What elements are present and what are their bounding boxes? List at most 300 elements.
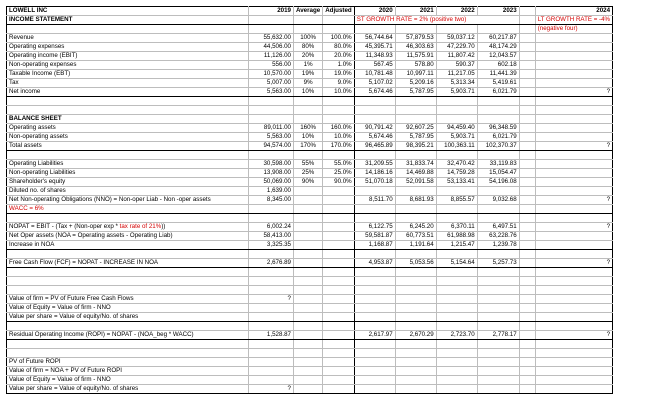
cell-spacer[interactable] [519, 79, 535, 88]
cell-v2019[interactable] [249, 304, 294, 313]
empty-cell[interactable] [7, 322, 249, 331]
lt-growth-rate[interactable]: LT GROWTH RATE = -4% [535, 16, 612, 25]
cell-adj[interactable]: 9.0% [323, 79, 354, 88]
row-label[interactable]: Non-operating expenses [7, 61, 249, 70]
balance-title[interactable]: BALANCE SHEET [7, 115, 249, 124]
empty-cell[interactable] [323, 115, 354, 124]
cell-avg[interactable]: 10% [294, 133, 323, 142]
cell-adj[interactable]: 170.0% [323, 142, 354, 151]
cell-v2022[interactable]: 14,759.28 [436, 169, 477, 178]
row-label[interactable]: Taxable Income (EBT) [7, 70, 249, 79]
row-label[interactable]: Value per share = Value of equity/No. of shares [7, 313, 249, 322]
cell-v2024[interactable] [535, 187, 612, 196]
cell-v2024[interactable]: ? [535, 196, 612, 205]
cell-v2024[interactable] [535, 34, 612, 43]
cell-spacer[interactable] [519, 367, 535, 376]
row-label[interactable]: Non-operating assets [7, 133, 249, 142]
empty-cell[interactable] [535, 106, 612, 115]
cell-v2021[interactable]: 578.80 [395, 61, 436, 70]
cell-v2019[interactable]: 50,069.00 [249, 178, 294, 187]
cell-v2021[interactable] [395, 304, 436, 313]
cell-adj[interactable] [323, 241, 354, 250]
empty-cell[interactable] [294, 268, 323, 277]
cell-v2020[interactable]: 14,186.16 [354, 169, 395, 178]
cell-spacer[interactable] [519, 313, 535, 322]
empty-cell[interactable] [323, 340, 354, 349]
empty-cell[interactable] [436, 286, 477, 295]
cell-v2023[interactable] [477, 187, 519, 196]
empty-cell[interactable] [354, 106, 395, 115]
cell-avg[interactable] [294, 259, 323, 268]
empty-cell[interactable] [323, 322, 354, 331]
cell-avg[interactable]: 160% [294, 124, 323, 133]
cell-v2023[interactable]: 60,217.87 [477, 34, 519, 43]
cell-v2021[interactable]: 98,395.21 [395, 142, 436, 151]
row-label[interactable]: Operating income (EBIT) [7, 52, 249, 61]
cell-adj[interactable] [323, 304, 354, 313]
nopat-label[interactable] [7, 223, 249, 232]
cell-v2021[interactable]: 57,879.53 [395, 34, 436, 43]
cell-v2022[interactable]: 2,723.70 [436, 331, 477, 340]
cell-v2020[interactable]: 5,674.46 [354, 88, 395, 97]
cell-avg[interactable] [294, 232, 323, 241]
empty-cell[interactable] [323, 25, 354, 34]
cell-v2023[interactable]: 5,419.61 [477, 79, 519, 88]
cell-avg[interactable]: 1% [294, 61, 323, 70]
empty-cell[interactable] [354, 277, 395, 286]
cell-v2019[interactable]: 5,563.00 [249, 88, 294, 97]
cell-v2019[interactable]: 5,007.00 [249, 79, 294, 88]
cell-v2021[interactable]: 14,469.88 [395, 169, 436, 178]
cell-adj[interactable] [323, 358, 354, 367]
cell-v2020[interactable]: 90,791.42 [354, 124, 395, 133]
cell-adj[interactable] [323, 367, 354, 376]
cell-v2021[interactable]: 60,773.51 [395, 232, 436, 241]
row-label[interactable]: Value of Equity = Value of firm - NNO [7, 376, 249, 385]
cell-v2019[interactable]: 8,345.00 [249, 196, 294, 205]
cell-v2022[interactable] [436, 187, 477, 196]
row-label[interactable]: Value of Equity = Value of firm - NNO [7, 304, 249, 313]
cell-v2022[interactable]: 100,363.11 [436, 142, 477, 151]
empty-cell[interactable] [294, 205, 323, 214]
empty-cell[interactable] [477, 97, 519, 106]
empty-cell[interactable] [395, 205, 436, 214]
empty-cell[interactable] [519, 205, 535, 214]
cell-avg[interactable] [294, 187, 323, 196]
empty-cell[interactable] [477, 115, 519, 124]
empty-cell[interactable] [294, 214, 323, 223]
row-label[interactable]: Operating Liabilities [7, 160, 249, 169]
statement-title[interactable]: INCOME STATEMENT [7, 16, 249, 25]
cell-v2020[interactable] [354, 367, 395, 376]
cell-v2024[interactable] [535, 70, 612, 79]
empty-cell[interactable] [249, 322, 294, 331]
empty-cell[interactable] [436, 214, 477, 223]
row-label[interactable]: Net Non-operating Obligations (NNO) = Non-oper Liab - Non -oper assets [7, 196, 249, 205]
cell-v2019[interactable]: ? [249, 295, 294, 304]
empty-cell[interactable] [436, 277, 477, 286]
empty-cell[interactable] [249, 250, 294, 259]
cell-v2024[interactable] [535, 133, 612, 142]
empty-cell[interactable] [519, 286, 535, 295]
cell-avg[interactable] [294, 295, 323, 304]
cell-v2022[interactable]: 5,903.71 [436, 133, 477, 142]
empty-cell[interactable] [323, 151, 354, 160]
empty-cell[interactable] [436, 205, 477, 214]
cell-v2023[interactable] [477, 376, 519, 385]
cell-v2024[interactable]: ? [535, 259, 612, 268]
cell-v2020[interactable]: 8,511.70 [354, 196, 395, 205]
cell-v2024[interactable] [535, 295, 612, 304]
cell-v2019[interactable]: 1,528.87 [249, 331, 294, 340]
row-label[interactable]: Residual Operating Income (ROPI) = NOPAT - (NOA_beg * WACC) [7, 331, 249, 340]
cell-v2023[interactable]: 11,441.39 [477, 70, 519, 79]
empty-cell[interactable] [436, 151, 477, 160]
cell-v2020[interactable]: 567.45 [354, 61, 395, 70]
cell-v2022[interactable]: 59,037.12 [436, 34, 477, 43]
cell-v2021[interactable]: 5,787.95 [395, 133, 436, 142]
empty-cell[interactable] [249, 205, 294, 214]
cell-adj[interactable] [323, 376, 354, 385]
col-2019[interactable]: 2019 [249, 7, 294, 16]
empty-cell[interactable] [477, 106, 519, 115]
cell-v2020[interactable] [354, 304, 395, 313]
cell-adj[interactable]: 10.0% [323, 133, 354, 142]
cell-v2022[interactable] [436, 304, 477, 313]
lt-growth-note[interactable]: (negative four) [535, 25, 612, 34]
cell-spacer[interactable] [519, 178, 535, 187]
cell-v2022[interactable]: 11,217.05 [436, 70, 477, 79]
cell-adj[interactable] [323, 196, 354, 205]
cell-avg[interactable] [294, 385, 323, 394]
cell-v2022[interactable] [436, 295, 477, 304]
cell-v2023[interactable]: 33,119.83 [477, 160, 519, 169]
cell-v2020[interactable]: 31,209.55 [354, 160, 395, 169]
empty-cell[interactable] [249, 151, 294, 160]
col-2024[interactable]: 2024 [535, 7, 612, 16]
empty-cell[interactable] [436, 97, 477, 106]
cell-v2021[interactable]: 92,607.25 [395, 124, 436, 133]
cell-spacer[interactable] [519, 16, 535, 25]
cell-spacer[interactable] [519, 70, 535, 79]
cell-v2019[interactable]: 2,676.89 [249, 259, 294, 268]
empty-cell[interactable] [395, 214, 436, 223]
cell-spacer[interactable] [519, 88, 535, 97]
cell-v2020[interactable]: 4,953.87 [354, 259, 395, 268]
cell-v2023[interactable]: 9,032.68 [477, 196, 519, 205]
cell-adj[interactable]: 100.0% [323, 34, 354, 43]
empty-cell[interactable] [436, 106, 477, 115]
cell-spacer[interactable] [519, 232, 535, 241]
empty-cell[interactable] [477, 340, 519, 349]
empty-cell[interactable] [354, 214, 395, 223]
cell-v2019[interactable]: 5,563.00 [249, 133, 294, 142]
cell-v2019[interactable]: 58,413.00 [249, 232, 294, 241]
row-label[interactable]: Net income [7, 88, 249, 97]
cell-avg[interactable]: 20% [294, 52, 323, 61]
cell-adj[interactable]: 55.0% [323, 160, 354, 169]
empty-cell[interactable] [249, 268, 294, 277]
cell-v2024[interactable]: ? [535, 331, 612, 340]
cell-v2019[interactable]: 44,506.00 [249, 43, 294, 52]
cell-v2024[interactable] [535, 376, 612, 385]
cell-v2021[interactable]: 46,303.63 [395, 43, 436, 52]
cell-v2020[interactable] [354, 187, 395, 196]
empty-cell[interactable] [294, 286, 323, 295]
empty-cell[interactable] [535, 286, 612, 295]
cell-avg[interactable]: 25% [294, 169, 323, 178]
cell-v2023[interactable]: 102,370.37 [477, 142, 519, 151]
col-2023[interactable]: 2023 [477, 7, 519, 16]
empty-cell[interactable] [436, 322, 477, 331]
cell-v2019[interactable] [249, 376, 294, 385]
empty-cell[interactable] [354, 322, 395, 331]
cell-adj[interactable]: 90.0% [323, 178, 354, 187]
cell-avg[interactable] [294, 223, 323, 232]
cell-v2020[interactable]: 5,107.02 [354, 79, 395, 88]
row-label[interactable]: Total assets [7, 142, 249, 151]
cell-adj[interactable] [323, 232, 354, 241]
cell-v2023[interactable] [477, 295, 519, 304]
empty-cell[interactable] [7, 268, 249, 277]
empty-cell[interactable] [294, 151, 323, 160]
empty-cell[interactable] [519, 349, 535, 358]
cell-adj[interactable] [323, 331, 354, 340]
row-label[interactable]: Non-operating Liabilities [7, 169, 249, 178]
cell-v2020[interactable] [354, 313, 395, 322]
row-label[interactable]: Free Cash Flow (FCF) = NOPAT - INCREASE IN NOA [7, 259, 249, 268]
cell-v2022[interactable]: 1,215.47 [436, 241, 477, 250]
cell-v2024[interactable] [535, 43, 612, 52]
cell-v2023[interactable]: 6,021.79 [477, 88, 519, 97]
cell-v2021[interactable]: 5,787.95 [395, 88, 436, 97]
empty-cell[interactable] [294, 115, 323, 124]
empty-cell[interactable] [535, 115, 612, 124]
cell-spacer[interactable] [519, 358, 535, 367]
cell-avg[interactable] [294, 313, 323, 322]
empty-cell[interactable] [7, 286, 249, 295]
empty-cell[interactable] [477, 277, 519, 286]
col-2020[interactable]: 2020 [354, 7, 395, 16]
cell-adj[interactable] [323, 385, 354, 394]
empty-cell[interactable] [519, 250, 535, 259]
empty-cell[interactable] [249, 115, 294, 124]
wacc-note[interactable]: WACC = 6% [7, 205, 249, 214]
cell-adj[interactable]: 80.0% [323, 43, 354, 52]
cell-adj[interactable] [323, 187, 354, 196]
empty-cell[interactable] [249, 16, 294, 25]
col-2021[interactable]: 2021 [395, 7, 436, 16]
cell-v2019[interactable]: 1,639.00 [249, 187, 294, 196]
empty-cell[interactable] [477, 322, 519, 331]
empty-cell[interactable] [354, 340, 395, 349]
empty-cell[interactable] [249, 340, 294, 349]
empty-cell[interactable] [535, 322, 612, 331]
empty-cell[interactable] [535, 349, 612, 358]
empty-cell[interactable] [249, 97, 294, 106]
cell-spacer[interactable] [519, 196, 535, 205]
cell-spacer[interactable] [519, 133, 535, 142]
col-average[interactable]: Average [294, 7, 323, 16]
cell-v2022[interactable] [436, 358, 477, 367]
row-label[interactable]: Operating expenses [7, 43, 249, 52]
empty-cell[interactable] [323, 268, 354, 277]
cell-v2019[interactable]: 30,598.00 [249, 160, 294, 169]
empty-cell[interactable] [249, 286, 294, 295]
cell-v2019[interactable]: 89,011.00 [249, 124, 294, 133]
empty-cell[interactable] [395, 268, 436, 277]
cell-v2022[interactable]: 47,229.70 [436, 43, 477, 52]
cell-v2022[interactable]: 8,855.57 [436, 196, 477, 205]
cell-avg[interactable] [294, 241, 323, 250]
row-label[interactable]: PV of Future ROPI [7, 358, 249, 367]
cell-v2020[interactable] [354, 295, 395, 304]
cell-adj[interactable] [323, 259, 354, 268]
empty-cell[interactable] [354, 25, 395, 34]
cell-v2022[interactable]: 6,370.11 [436, 223, 477, 232]
empty-cell[interactable] [519, 25, 535, 34]
empty-cell[interactable] [535, 214, 612, 223]
empty-cell[interactable] [323, 286, 354, 295]
cell-v2024[interactable] [535, 52, 612, 61]
cell-spacer[interactable] [519, 304, 535, 313]
cell-v2021[interactable]: 2,670.29 [395, 331, 436, 340]
empty-cell[interactable] [519, 340, 535, 349]
cell-avg[interactable] [294, 196, 323, 205]
cell-spacer[interactable] [519, 160, 535, 169]
empty-cell[interactable] [249, 106, 294, 115]
empty-cell[interactable] [477, 268, 519, 277]
empty-cell[interactable] [249, 25, 294, 34]
cell-spacer[interactable] [519, 385, 535, 394]
empty-cell[interactable] [436, 340, 477, 349]
empty-cell[interactable] [436, 25, 477, 34]
cell-v2019[interactable]: ? [249, 385, 294, 394]
cell-v2024[interactable] [535, 79, 612, 88]
empty-cell[interactable] [294, 25, 323, 34]
empty-cell[interactable] [323, 214, 354, 223]
cell-v2020[interactable]: 59,581.87 [354, 232, 395, 241]
empty-cell[interactable] [294, 349, 323, 358]
cell-spacer[interactable] [519, 259, 535, 268]
cell-v2021[interactable] [395, 358, 436, 367]
cell-adj[interactable] [323, 295, 354, 304]
row-label[interactable]: Revenue [7, 34, 249, 43]
company-name[interactable]: LOWELL INC [7, 7, 249, 16]
cell-v2022[interactable]: 590.37 [436, 61, 477, 70]
cell-v2020[interactable] [354, 358, 395, 367]
row-label[interactable]: Tax [7, 79, 249, 88]
cell-v2020[interactable] [354, 376, 395, 385]
cell-v2023[interactable] [477, 304, 519, 313]
empty-cell[interactable] [535, 205, 612, 214]
empty-cell[interactable] [323, 16, 354, 25]
cell-v2023[interactable] [477, 313, 519, 322]
cell-v2019[interactable]: 6,002.24 [249, 223, 294, 232]
empty-cell[interactable] [535, 151, 612, 160]
empty-cell[interactable] [294, 277, 323, 286]
cell-v2023[interactable]: 54,196.08 [477, 178, 519, 187]
empty-cell[interactable] [294, 322, 323, 331]
cell-v2024[interactable] [535, 178, 612, 187]
empty-cell[interactable] [7, 349, 249, 358]
cell-v2021[interactable]: 10,997.11 [395, 70, 436, 79]
cell-spacer[interactable] [519, 34, 535, 43]
empty-cell[interactable] [354, 115, 395, 124]
empty-cell[interactable] [395, 250, 436, 259]
st-growth-rate[interactable]: ST GROWTH RATE = 2% (positive two) [354, 16, 519, 25]
cell-adj[interactable]: 20.0% [323, 52, 354, 61]
empty-cell[interactable] [354, 286, 395, 295]
cell-v2022[interactable]: 5,903.71 [436, 88, 477, 97]
empty-cell[interactable] [477, 349, 519, 358]
empty-cell[interactable] [294, 340, 323, 349]
empty-cell[interactable] [477, 205, 519, 214]
cell-v2021[interactable]: 5,053.56 [395, 259, 436, 268]
empty-cell[interactable] [7, 151, 249, 160]
empty-cell[interactable] [477, 250, 519, 259]
cell-v2020[interactable]: 51,070.18 [354, 178, 395, 187]
cell-adj[interactable]: 1.0% [323, 61, 354, 70]
cell-adj[interactable]: 160.0% [323, 124, 354, 133]
empty-cell[interactable] [436, 349, 477, 358]
empty-cell[interactable] [294, 106, 323, 115]
cell-v2020[interactable]: 2,617.97 [354, 331, 395, 340]
cell-v2024[interactable] [535, 358, 612, 367]
cell-v2024[interactable]: ? [535, 223, 612, 232]
cell-v2019[interactable]: 11,126.00 [249, 52, 294, 61]
cell-v2022[interactable]: 94,459.40 [436, 124, 477, 133]
cell-v2024[interactable] [535, 160, 612, 169]
cell-avg[interactable]: 10% [294, 88, 323, 97]
cell-v2023[interactable] [477, 367, 519, 376]
cell-v2022[interactable]: 5,313.34 [436, 79, 477, 88]
cell-avg[interactable]: 90% [294, 178, 323, 187]
row-label[interactable]: Value per share = Value of equity/No. of shares [7, 385, 249, 394]
cell-v2021[interactable]: 8,681.93 [395, 196, 436, 205]
cell-spacer[interactable] [519, 376, 535, 385]
empty-cell[interactable] [519, 277, 535, 286]
cell-spacer[interactable] [519, 169, 535, 178]
empty-cell[interactable] [395, 286, 436, 295]
cell-v2022[interactable] [436, 376, 477, 385]
cell-adj[interactable]: 25.0% [323, 169, 354, 178]
empty-cell[interactable] [395, 277, 436, 286]
empty-cell[interactable] [7, 214, 249, 223]
empty-cell[interactable] [395, 97, 436, 106]
empty-cell[interactable] [294, 250, 323, 259]
empty-cell[interactable] [519, 151, 535, 160]
cell-avg[interactable] [294, 304, 323, 313]
empty-cell[interactable] [535, 268, 612, 277]
empty-cell[interactable] [395, 340, 436, 349]
cell-v2024[interactable] [535, 232, 612, 241]
empty-cell[interactable] [519, 115, 535, 124]
cell-spacer[interactable] [519, 124, 535, 133]
row-label[interactable]: Diluted no. of shares [7, 187, 249, 196]
row-label[interactable]: Net Oper assets (NOA = Operating assets - Operating Liab) [7, 232, 249, 241]
cell-v2023[interactable]: 2,778.17 [477, 331, 519, 340]
cell-avg[interactable]: 19% [294, 70, 323, 79]
cell-v2023[interactable]: 5,257.73 [477, 259, 519, 268]
row-label[interactable]: Value of firm = NOA + PV of Future ROPI [7, 367, 249, 376]
cell-v2021[interactable] [395, 367, 436, 376]
empty-cell[interactable] [519, 268, 535, 277]
empty-cell[interactable] [477, 151, 519, 160]
cell-v2023[interactable] [477, 385, 519, 394]
cell-v2020[interactable]: 96,465.89 [354, 142, 395, 151]
cell-v2023[interactable]: 1,239.78 [477, 241, 519, 250]
